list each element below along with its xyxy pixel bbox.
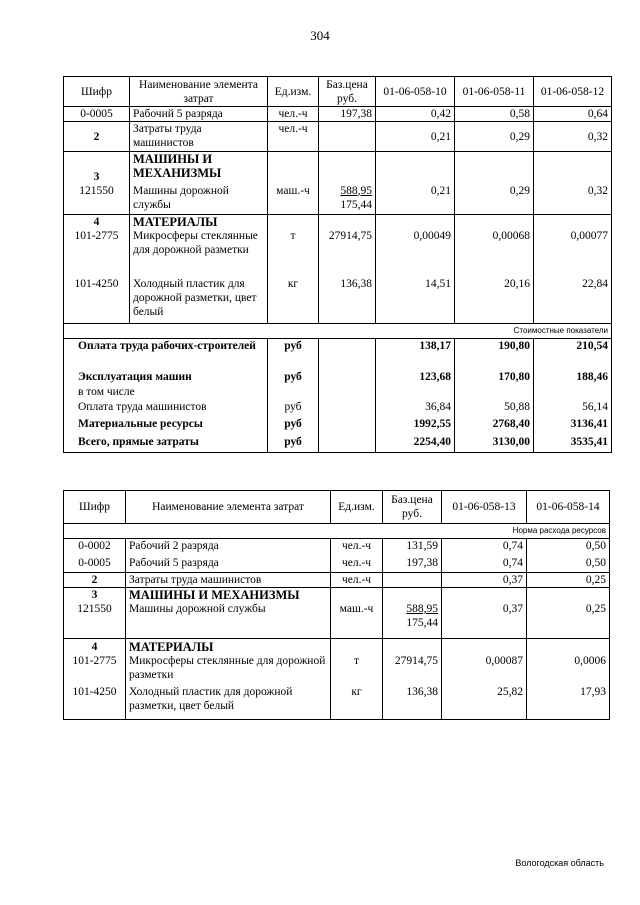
table-row: 101-2775 Микросферы стеклянные для дорожной разметки т 27914,75 0,00087 0,0006: [64, 654, 610, 685]
header-unit: Ед.изм.: [331, 491, 383, 524]
section-row: 3 МАШИНЫ И МЕХАНИЗМЫ: [64, 152, 612, 184]
total-row: Оплата труда машинистов руб 36,84 50,88 56,14: [64, 400, 612, 417]
table-row: 2 Затраты труда машинистов чел.-ч 0,37 0,25: [64, 573, 610, 588]
header-col-1: 01-06-058-10: [376, 77, 455, 107]
table-row: 2 Затраты труда машинистов чел.-ч 0,21 0,29 0,32: [64, 122, 612, 152]
header-col-1: 01-06-058-13: [442, 491, 527, 524]
section-row: 4 МАТЕРИАЛЫ: [64, 638, 610, 654]
table-row: 101-4250 Холодный пластик для дорожной разметки, цвет белый кг 136,38 25,82 17,93: [64, 685, 610, 719]
header-unit: Ед.изм.: [268, 77, 319, 107]
table-row: 121550 Машины дорожной службы маш.-ч 588,95 175,44 0,21 0,29 0,32: [64, 184, 612, 215]
norm-caption: Норма расхода ресурсов: [64, 524, 610, 539]
cost-caption: Стоимостные показатели: [64, 323, 612, 338]
header-col-2: 01-06-058-11: [455, 77, 534, 107]
subtotal-label-row: в том числе: [64, 385, 612, 400]
table-row: 101-4250 Холодный пластик для дорожной разметки, цвет белый кг 136,38 14,51 20,16 22,84: [64, 277, 612, 323]
header-col-2: 01-06-058-14: [527, 491, 610, 524]
header-col-3: 01-06-058-12: [534, 77, 612, 107]
table-header-row: [64, 491, 610, 524]
header-code: Шифр: [64, 491, 126, 524]
header-price: Баз.цена руб.: [319, 77, 376, 107]
table-row: 121550 Машины дорожной службы маш.-ч 588,95 175,44 0,37 0,25: [64, 602, 610, 638]
table-row: 101-2775 Микросферы стеклянные для дорожной разметки т 27914,75 0,00049 0,00068 0,00077: [64, 229, 612, 277]
resource-table-1: [63, 76, 612, 453]
page-number: 304: [310, 28, 330, 43]
section-row: 4 МАТЕРИАЛЫ: [64, 215, 612, 230]
table-row: 0-0005 Рабочий 5 разряда чел.-ч 197,38 0,42 0,58 0,64: [64, 107, 612, 122]
total-row: Материальные ресурсы руб 1992,55 2768,40 3136,41: [64, 417, 612, 435]
footer-region: Вологодская область: [515, 858, 604, 868]
total-row: Оплата труда рабочих-строителей руб 138,17 190,80 210,54: [64, 338, 612, 370]
total-row: Всего, прямые затраты руб 2254,40 3130,00 3535,41: [64, 435, 612, 452]
header-name: Наименование элемента затрат: [126, 491, 331, 524]
header-name: Наименование элемента затрат: [130, 77, 268, 107]
table-header-row: [64, 77, 612, 107]
section-row: 3 МАШИНЫ И МЕХАНИЗМЫ: [64, 588, 610, 603]
table-row: 0-0005 Рабочий 5 разряда чел.-ч 197,38 0,74 0,50: [64, 556, 610, 573]
total-row: Эксплуатация машин руб 123,68 170,80 188,46: [64, 370, 612, 385]
header-code: Шифр: [64, 77, 130, 107]
table-row: 0-0002 Рабочий 2 разряда чел.-ч 131,59 0,74 0,50: [64, 539, 610, 556]
norm-caption-row: [64, 524, 610, 539]
header-price: Баз.цена руб.: [383, 491, 442, 524]
cost-caption-row: [64, 323, 612, 338]
resource-table-2: [63, 490, 610, 720]
